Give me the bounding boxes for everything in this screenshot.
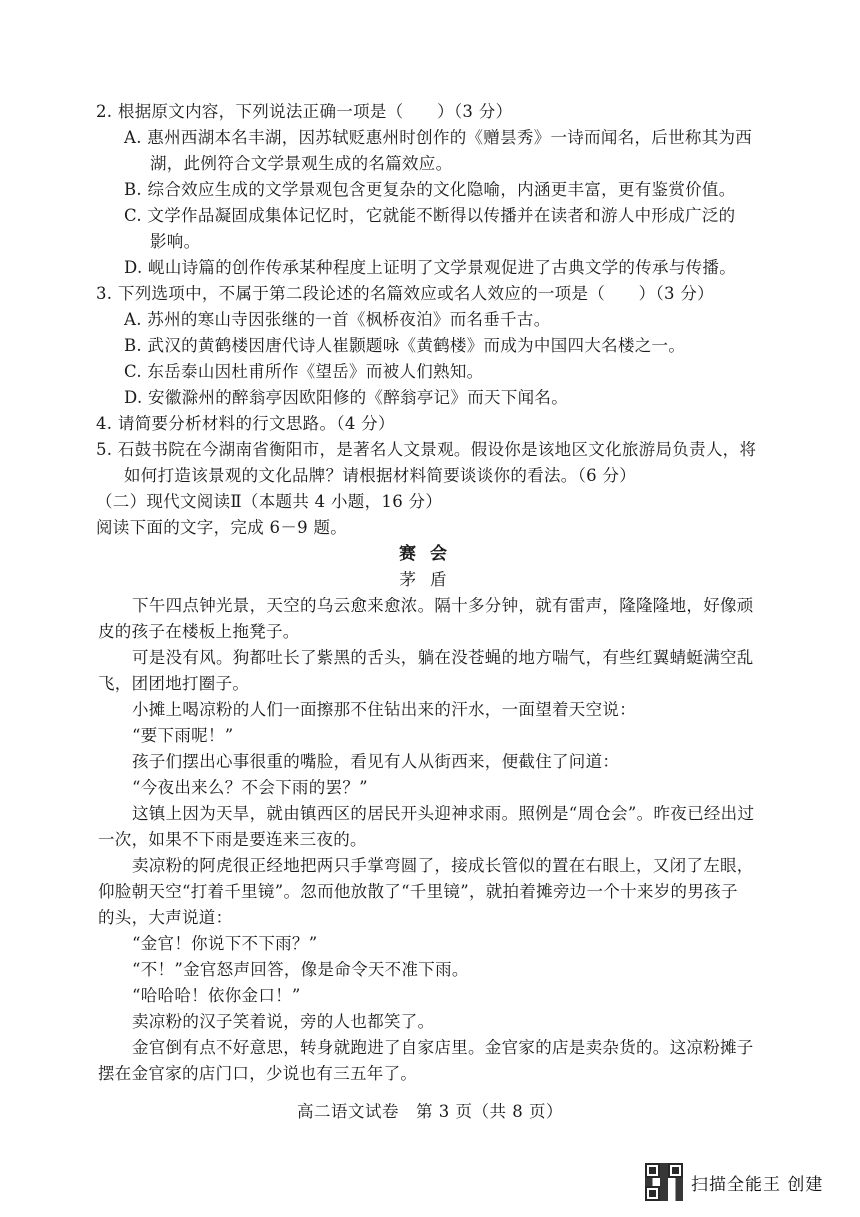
text-line: 阅读下面的文字，完成 6－9 题。 — [96, 518, 348, 537]
text-line: 卖凉粉的阿虎很正经地把两只手掌弯圆了，接成长管似的置在右眼上，又闭了左眼， — [132, 856, 754, 875]
text-line: 孩子们摆出心事很重的嘴脸，看见有人从街西来，便截住了问道： — [132, 752, 620, 771]
text-line: “不！”金官怒声回答，像是命令天不准下雨。 — [132, 960, 469, 979]
text-line: “要下雨呢！” — [132, 726, 234, 745]
watermark-text: 扫描全能王 创建 — [691, 1174, 824, 1195]
text-line: B. 综合效应生成的文学景观包含更复杂的文化隐喻，内涵更丰富，更有鉴赏价值。 — [124, 180, 736, 199]
text-line: “金官！你说下不下雨？” — [132, 934, 318, 953]
text-line: C. 东岳泰山因杜甫所作《望岳》而被人们熟知。 — [124, 362, 484, 381]
text-line: 赛会 — [399, 544, 461, 564]
text-line: A. 惠州西湖本名丰湖，因苏轼贬惠州时创作的《赠昙秀》一诗而闻名，后世称其为西 — [124, 128, 753, 147]
text-line: 金官倒有点不好意思，转身就跑进了自家店里。金官家的店是卖杂货的。这凉粉摊子 — [132, 1038, 754, 1057]
text-line: 2. 根据原文内容，下列说法正确一项是（ ）（3 分） — [96, 102, 513, 121]
qr-code-icon — [645, 1163, 683, 1201]
text-line: 如何打造该景观的文化品牌？请根据材料简要谈谈你的看法。（6 分） — [124, 466, 637, 485]
text-line: 飞，团团地打圈子。 — [98, 674, 250, 693]
text-line: 的头，大声说道： — [98, 908, 233, 927]
scanner-watermark — [645, 1162, 823, 1202]
text-line: 4. 请简要分析材料的行文思路。（4 分） — [96, 414, 395, 433]
text-line: A. 苏州的寒山寺因张继的一首《枫桥夜泊》而名垂千古。 — [124, 310, 551, 329]
text-line: D. 安徽滁州的醉翁亭因欧阳修的《醉翁亭记》而天下闻名。 — [124, 388, 569, 407]
text-line: 茅盾 — [399, 570, 461, 589]
text-line: 影响。 — [150, 232, 201, 251]
text-line: 5. 石鼓书院在今湖南省衡阳市，是著名人文景观。假设你是该地区文化旅游局负责人，将 — [96, 440, 757, 459]
text-line: 这镇上因为天旱，就由镇西区的居民开头迎神求雨。照例是“周仓会”。昨夜已经出过 — [132, 804, 755, 823]
text-line: 可是没有风。狗都吐长了紫黑的舌头，躺在没苍蝇的地方喘气，有些红翼蜻蜓满空乱 — [132, 648, 754, 667]
text-line: 卖凉粉的汉子笑着说，旁的人也都笑了。 — [132, 1012, 435, 1031]
text-line: C. 文学作品凝固成集体记忆时，它就能不断得以传播并在读者和游人中形成广泛的 — [124, 206, 736, 225]
text-line: 3. 下列选项中，不属于第二段论述的名篇效应或名人效应的一项是（ ）（3 分） — [96, 284, 714, 303]
text-line: 小摊上喝凉粉的人们一面擦那不住钻出来的汗水，一面望着天空说： — [132, 700, 636, 719]
text-line: 下午四点钟光景，天空的乌云愈来愈浓。隔十多分钟，就有雷声，隆隆隆地，好像顽 — [132, 596, 754, 615]
page-footer: 高二语文试卷 第 3 页（共 8 页） — [297, 1102, 563, 1121]
text-line: B. 武汉的黄鹤楼因唐代诗人崔颢题咏《黄鹤楼》而成为中国四大名楼之一。 — [124, 336, 686, 355]
text-line: 一次，如果不下雨是要连来三夜的。 — [98, 830, 367, 849]
text-line: “哈哈哈！依你金口！” — [132, 986, 301, 1005]
text-line: 仰脸朝天空“打着千里镜”。忽而他放散了“千里镜”，就拍着摊旁边一个十来岁的男孩子 — [98, 882, 738, 901]
text-line: D. 岘山诗篇的创作传承某种程度上证明了文学景观促进了古典文学的传承与传播。 — [124, 258, 737, 277]
text-line: “今夜出来么？不会下雨的罢？” — [132, 778, 368, 797]
text-line: （二）现代文阅读Ⅱ（本题共 4 小题，16 分） — [96, 492, 443, 511]
text-line: 湖，此例符合文学景观生成的名篇效应。 — [150, 154, 453, 173]
text-line: 皮的孩子在楼板上拖凳子。 — [98, 622, 300, 641]
text-line: 摆在金官家的店门口，少说也有三五年了。 — [98, 1064, 418, 1083]
